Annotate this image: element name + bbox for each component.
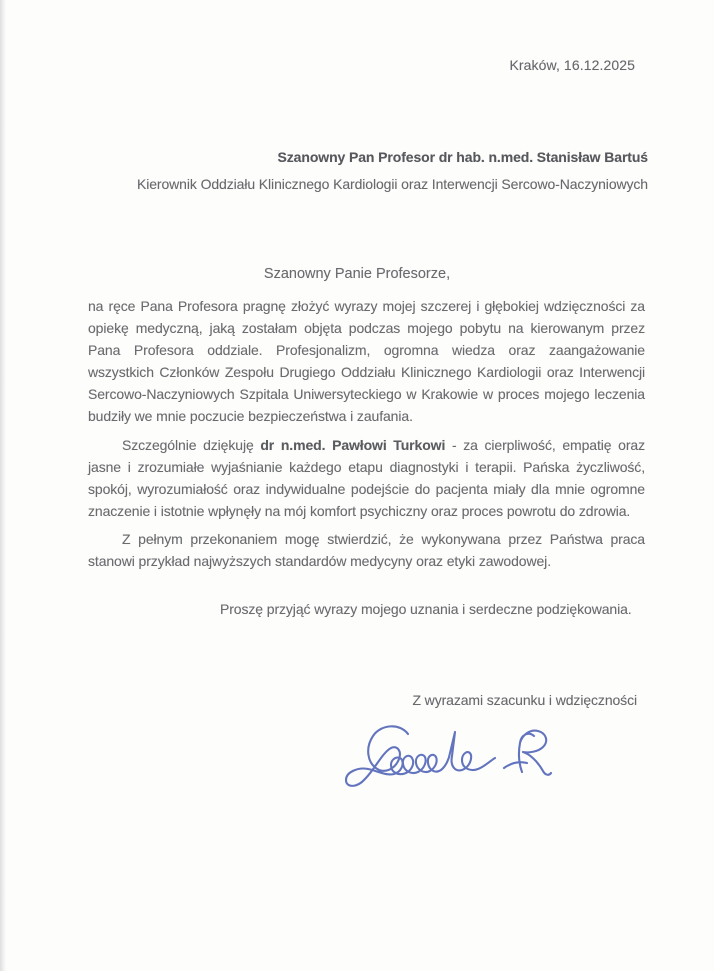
recipient-name: Szanowny Pan Profesor dr hab. n.med. Stanisław Bartuś (277, 149, 648, 165)
text-segment: na ręce Pana Profesora pragnę złożyć wyrazy mojej szczerej i głębokiej wdzięczności za opiekę medyczną, jaką zostałam objęta podczas mojego pobytu na kierowanym przez Pana Profesora oddziale. Profesjonalizm, ogromna wiedza oraz zaangażowanie wszystkich Członków Zespołu Drugiego Oddziału Klinicznego Kardiologii oraz Interwencji Sercowo-Naczyniowych Szpitala Uniwersyteckiego w Krakowie w proces mojego leczenia budziły we mnie poczucie bezpieczeństwa i zaufania. (88, 298, 645, 425)
handwritten-signature (338, 712, 573, 804)
text-segment: Z pełnym przekonaniem mogę stwierdzić, że wykonywana przez Państwa praca stanowi przykład najwyższych standardów medycyny oraz etyki zawodowej. (88, 530, 645, 570)
signoff-line: Z wyrazami szacunku i wdzięczności (412, 692, 637, 708)
signature-path-first-name (346, 726, 495, 786)
closing-request: Proszę przyjąć wyrazy mojego uznania i serdeczne podziękowania. (220, 601, 632, 617)
letter-body (88, 295, 645, 578)
signature-path-initial (504, 731, 551, 775)
bold-text-segment: dr n.med. Pawłowi Turkowi (260, 436, 446, 453)
paragraph (88, 295, 645, 428)
paragraph (88, 528, 645, 572)
paragraph (88, 434, 645, 522)
text-segment: Szczególnie dziękuję (122, 436, 261, 453)
recipient-block (137, 144, 648, 198)
recipient-title: Kierownik Oddziału Klinicznego Kardiologii oraz Interwencji Sercowo-Naczyniowych (136, 176, 648, 192)
signature-ink (338, 712, 573, 804)
text-segment: - za cierpliwość, empatię oraz jasne i zrozumiałe wyjaśnianie każdego etapu diagnostyki i terapii. Pańska życzliwość, spokój, wyrozumiałość oraz indywidualne podejście do pacjenta miały dla mnie ogromne znaczenie i istotnie wpłynęły na mój komfort psychiczny oraz proces powrotu do zdrowia. (88, 436, 645, 519)
scan-edge-shadow (0, 0, 6, 971)
salutation: Szanowny Panie Profesorze, (263, 266, 451, 282)
date-line: Kraków, 16.12.2025 (509, 57, 635, 73)
